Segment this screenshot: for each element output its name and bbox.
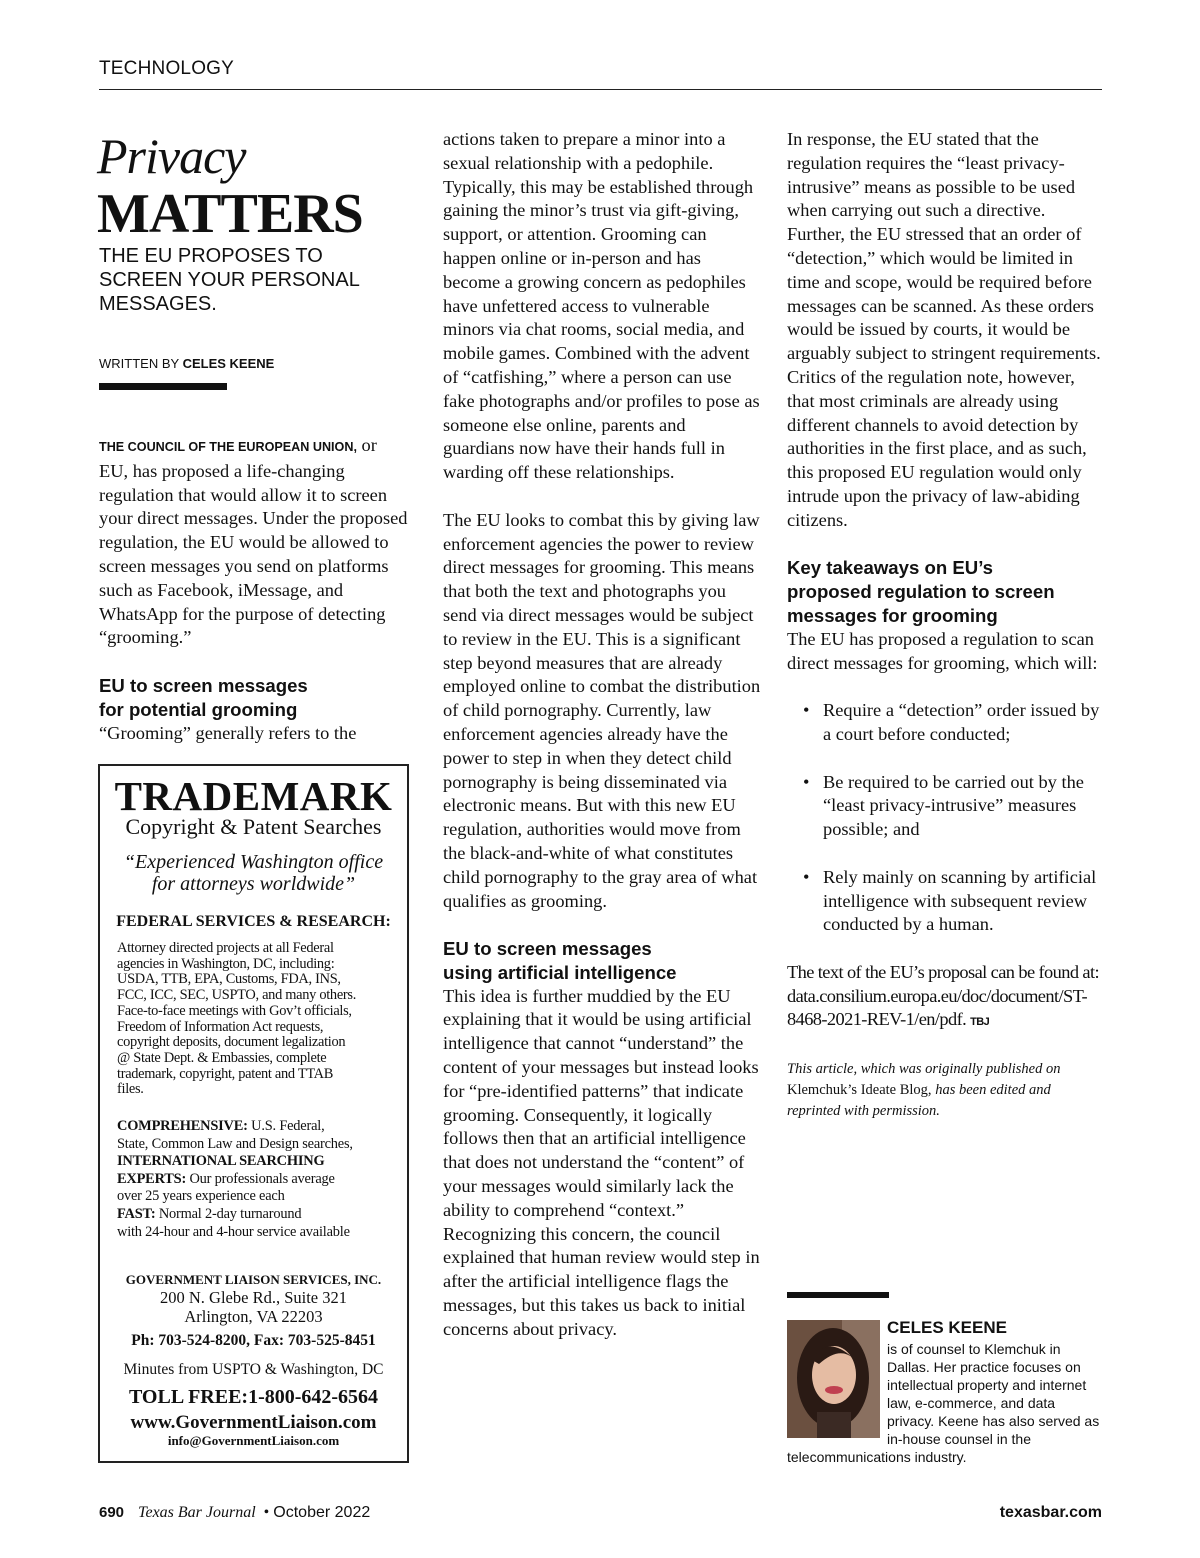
journal-name: Texas Bar Journal [138, 1504, 256, 1521]
byline-bar [99, 383, 227, 390]
subhead-takeaways-3: messages for grooming [787, 604, 998, 626]
paragraph-response: In response, the EU stated that the regulation requires the “least privacy-intrusive” means as possible to be used when carrying out such a directive. Further, the EU stressed that an order of “detection,” which would be limited in time and scope, would be required before messages can be scanned. As these orders would be issued by courts, it would be arguably subject to stringent requirements. Critics of the regulation note, however, that most criminals are already using different channels to avoid detection by authorities in the first place, and as such, this proposed EU regulation would only intrude upon the privacy of law-abiding citizens. [787, 129, 1101, 530]
subhead-grooming-1: EU to screen messages [99, 674, 308, 696]
intro-text: or EU, has proposed a life-changing regulation that would allow it to screen your direct messages. Under the proposed regulation, the EU would be allowed to screen messages you send on platforms such as Facebook, iMessage, and WhatsApp for the purpose of detecting “grooming.” [99, 435, 408, 648]
subhead-ai-1: EU to screen messages [443, 938, 652, 960]
byline-author: CELES KEENE [182, 356, 275, 371]
author-bio: is of counsel to Klemchuk in Dallas. Her practice focuses on intellectual property and internet law, e-commerce, and data privacy. Keene has also served as in-house counsel in the telecommunications industry. [787, 1341, 1100, 1465]
republish-note: This article, which was originally published on Klemchuk’s Ideate Blog, has been edited and reprinted with permission. [787, 1061, 1061, 1120]
list-item: • Rely mainly on scanning by artificial intelligence with subsequent review conducted by a human. [803, 866, 1097, 935]
ad-company: GOVERNMENT LIAISON SERVICES, INC. [125, 1272, 382, 1287]
ad-phone: Ph: 703-524-8200, Fax: 703-525-8451 [131, 1332, 376, 1349]
list-item: • Require a “detection” order issued by a court before conducted; [803, 700, 1100, 744]
ad-quote-line-1: “Experienced Washington office [123, 851, 384, 873]
footer-left [99, 1504, 370, 1522]
end-mark: TBJ [970, 1016, 990, 1029]
author-bar [787, 1292, 889, 1298]
ad-services: COMPREHENSIVE: U.S. Federal, State, Common Law and Design searches, INTERNATIONAL SEARCHING EXPERTS: Our professionals average over 25 years experience each FAST: Normal 2-day turnaround with 24-hour and 4-hour service available [117, 1118, 353, 1240]
intro-paragraph [99, 434, 409, 650]
title-headline: MATTERS [97, 183, 363, 245]
byline-prefix: WRITTEN BY [99, 356, 179, 371]
article-column-1 [99, 434, 409, 745]
ad-email[interactable]: info@GovernmentLiaison.com [167, 1433, 340, 1448]
paragraph-grooming-cont: actions taken to prepare a minor into a sexual relationship with a pedophile. Typically, this may be established through gaining the minor’s trust via gift-giving, support, or attention. Grooming can happen online or in-person and has become a growing concern as pedophiles have unfettered access to vulnerable minors via chat rooms, social media, and mobile games. Combined with the advent of “catfishing,” where a person can use fake photographs and/or profiles to pose as someone else online, parents and guardians now have their hands full in warding off these relationships. [443, 129, 760, 483]
ad-title: TRADEMARK [114, 773, 393, 819]
trademark-advertisement [98, 764, 409, 1463]
article-column-3 [787, 128, 1105, 1122]
takeaways-list [787, 699, 1105, 937]
page-number: 690 [99, 1504, 125, 1521]
paragraph-takeaways-intro: The EU has proposed a regulation to scan direct messages for grooming, which will: [787, 628, 1098, 673]
paragraph-ai: This idea is further muddied by the EU explaining that it would be using artificial intelligence that cannot “understand” the content of your messages but instead looks for “pre-identified patterns” that indicate grooming. Consequently, it logically follows then that an artificial intelligence that does not understand the “content” of your messages would similarly lack the ability to comprehend “context.” Recognizing this concern, the council explained that human review would step in after the artificial intelligence flags the messages, but this takes us back to initial concerns about privacy. [443, 985, 760, 1339]
title-kicker: Privacy [97, 128, 246, 184]
ad-subtitle: Copyright & Patent Searches [125, 814, 382, 839]
section-label: TECHNOLOGY [99, 58, 235, 79]
subhead-takeaways-2: proposed regulation to screen [787, 581, 1055, 603]
ad-address-1: 200 N. Glebe Rd., Suite 321 [160, 1288, 347, 1307]
ad-heading: FEDERAL SERVICES & RESEARCH: [116, 913, 391, 930]
byline [99, 356, 274, 371]
ad-website[interactable]: www.GovernmentLiaison.com [130, 1412, 377, 1433]
subhead-grooming-2: for potential grooming [99, 698, 298, 720]
issue-date: October 2022 [273, 1504, 371, 1521]
bullet-icon: • [803, 866, 810, 887]
subhead-takeaways-1: Key takeaways on EU’s [787, 557, 994, 579]
ad-tollfree: TOLL FREE:1-800-642-6564 [128, 1386, 379, 1408]
footer-separator: • [263, 1504, 270, 1521]
bullet-icon: • [803, 771, 810, 792]
paragraph-law-enforcement: The EU looks to combat this by giving law enforcement agencies the power to review direct messages for grooming. This means that both the text and photographs you send via direct messages would be subject to review in the EU. This is a significant step beyond measures that are already employed online to combat the distribution of child pornography. Currently, law enforcement agencies already have the power to step in when they detect child pornography is being disseminated via electronic means. But with this new EU regulation, authorities would move from the black-and-white of what constitutes child pornography to the gray area of what qualifies as grooming. [443, 509, 761, 911]
ad-quote-line-2: for attorneys worldwide” [151, 873, 356, 895]
list-item: • Be required to be carried out by the “least privacy-intrusive” measures possible; and [803, 771, 1084, 840]
ad-body: Attorney directed projects at all Federal agencies in Washington, DC, including: USDA, TTB, EPA, Customs, FDA, INS, FCC, ICC, SEC, USPTO, and many others. Face-to-face meetings with Gov’t officials, Freedom of Information Act requests, copyright deposits, document legalization @ State Dept. & Embassies, complete trademark, copyright, patent and TTAB files. [117, 940, 356, 1098]
footer-site[interactable]: texasbar.com [999, 1504, 1102, 1521]
author-name: CELES KEENE [887, 1318, 1007, 1337]
bullet-icon: • [803, 700, 810, 721]
subhead-ai-2: using artificial intelligence [443, 961, 677, 983]
lead-in: THE COUNCIL OF THE EUROPEAN UNION, [99, 440, 357, 454]
title-deck: THE EU PROPOSES TO SCREEN YOUR PERSONAL MESSAGES. [99, 245, 360, 315]
header-rule [99, 89, 1102, 90]
ad-address-2: Arlington, VA 22203 [184, 1307, 323, 1326]
paragraph-proposal-link: The text of the EU’s proposal can be found at: data.consilium.europa.eu/doc/document/ST-8468-2021-REV-1/en/pdf. TBJ [787, 961, 1100, 1030]
paragraph-grooming-start: “Grooming” generally refers to the [99, 722, 357, 743]
ad-minutes: Minutes from USPTO & Washington, DC [123, 1361, 384, 1378]
article-column-2 [443, 128, 761, 1342]
